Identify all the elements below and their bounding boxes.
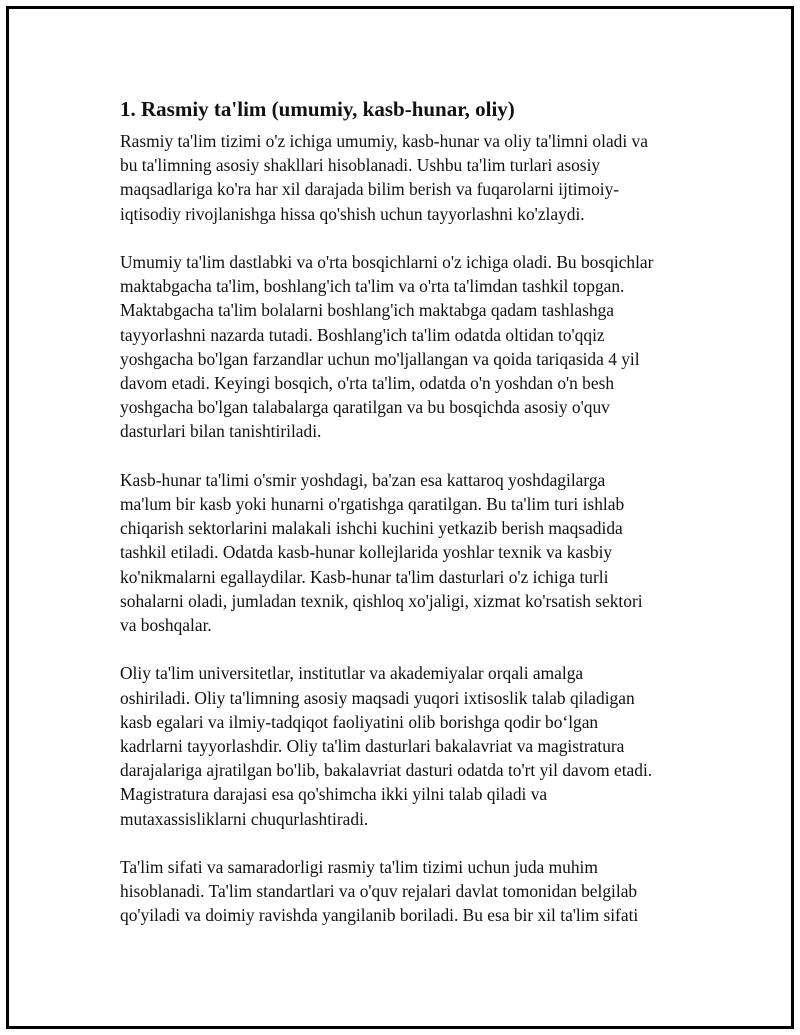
text-line: kadrlarni tayyorlashdir. Oliy ta'lim dasturlari bakalavriat va magistratura xyxy=(120,736,625,757)
paragraph-higher-education xyxy=(120,661,700,830)
text-line: maktabgacha ta'lim, boshlang'ich ta'lim va o'rta ta'limdan tashkil topgan. xyxy=(120,276,625,297)
page-frame xyxy=(6,6,794,1029)
text-line: maqsadlariga ko'ra har xil darajada bilim berish va fuqarolarni ijtimoiy- xyxy=(120,179,620,200)
document-body xyxy=(120,95,700,952)
text-line: tashkil etiladi. Odatda kasb-hunar kollejlarida yoshlar texnik va kasbiy xyxy=(120,542,613,563)
paragraph-education-quality xyxy=(120,855,700,928)
text-line: dasturlari bilan tanishtiriladi. xyxy=(120,421,322,442)
text-line: yoshgacha bo'lgan farzandlar uchun mo'ljallangan va qoida tariqasida 4 yil xyxy=(120,348,640,369)
text-line: oshiriladi. Oliy ta'limning asosiy maqsadi yuqori ixtisoslik talab qiladigan xyxy=(120,687,635,708)
text-line: sohalarni oladi, jumladan texnik, qishloq xo'jaligi, xizmat ko'rsatish sektori xyxy=(120,590,643,611)
paragraph-general-education xyxy=(120,250,700,444)
text-line: va boshqalar. xyxy=(120,615,212,636)
text-line: Rasmiy ta'lim tizimi o'z ichiga umumiy, kasb-hunar va oliy ta'limni oladi va xyxy=(120,131,648,151)
text-line: kasb egalari va ilmiy-tadqiqot faoliyatini olib borishga qodir bo‘lgan xyxy=(120,711,599,732)
text-line: darajalariga ajratilgan bo'lib, bakalavriat dasturi odatda to'rt yil davom etadi. xyxy=(120,760,653,781)
text-line: Kasb-hunar ta'limi o'smir yoshdagi, ba'zan esa kattaroq yoshdagilarga xyxy=(120,469,606,490)
text-line: Oliy ta'lim universitetlar, institutlar va akademiyalar orqali amalga xyxy=(120,663,584,684)
paragraph-formal-education xyxy=(120,129,700,226)
text-line: mutaxassisliklarni chuqurlashtiradi. xyxy=(120,808,369,829)
text-line: Ta'lim sifati va samaradorligi rasmiy ta'lim tizimi uchun juda muhim xyxy=(120,857,598,878)
section-heading: 1. Rasmiy ta'lim (umumiy, kasb-hunar, oliy) xyxy=(120,97,515,121)
text-line: tayyorlashni nazarda tutadi. Boshlang'ich ta'lim odatda oltidan to'qqiz xyxy=(120,324,605,345)
text-line: yoshgacha bo'lgan talabalarga qaratilgan va bu bosqichda asosiy o'quv xyxy=(120,397,610,418)
text-line: ko'nikmalarni egallaydilar. Kasb-hunar ta'lim dasturlari o'z ichiga turli xyxy=(120,566,609,587)
text-line: davom etadi. Keyingi bosqich, o'rta ta'lim, odatda o'n yoshdan o'n besh xyxy=(120,373,615,394)
text-line: qo'yiladi va doimiy ravishda yangilanib boriladi. Bu esa bir xil ta'lim sifati xyxy=(120,905,639,926)
text-line: ma'lum bir kasb yoki hunarni o'rgatishga qaratilgan. Bu ta'lim turi ishlab xyxy=(120,494,625,515)
text-line: bu ta'limning asosiy shakllari hisoblanadi. Ushbu ta'lim turlari asosiy xyxy=(120,155,601,176)
text-line: chiqarish sektorlarini malakali ishchi kuchini yetkazib berish maqsadida xyxy=(120,518,623,539)
text-line: Magistratura darajasi esa qo'shimcha ikki yilni talab qiladi va xyxy=(120,784,548,805)
text-line: hisoblanadi. Ta'lim standartlari va o'quv rejalari davlat tomonidan belgilab xyxy=(120,881,638,902)
text-line: iqtisodiy rivojlanishga hissa qo'shish uchun tayyorlashni ko'zlaydi. xyxy=(120,203,585,224)
text-line: Maktabgacha ta'lim bolalarni boshlang'ich maktabga qadam tashlashga xyxy=(120,300,615,321)
paragraph-vocational-education xyxy=(120,468,700,637)
text-line: Umumiy ta'lim dastlabki va o'rta bosqichlarni o'z ichiga oladi. Bu bosqichlar xyxy=(120,252,654,272)
